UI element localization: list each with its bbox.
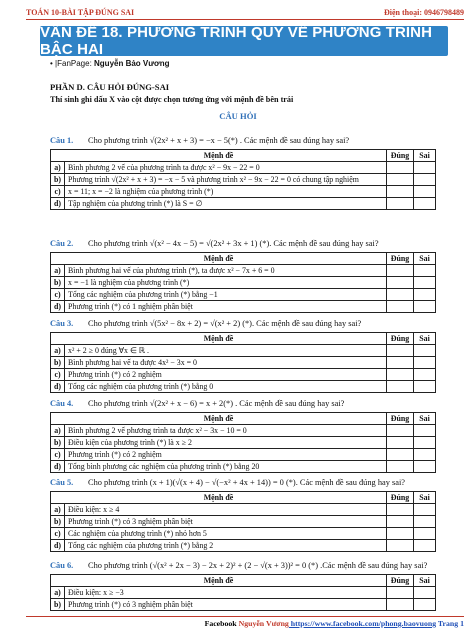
table-row <box>51 540 436 552</box>
table-header-row <box>51 413 436 425</box>
table-row <box>51 516 436 528</box>
question-block <box>50 316 436 393</box>
row-statement: Phương trình √(2x² + x + 3) = −x − 5 và phương trình x² − 9x − 22 = 0 có chung tập nghiệm <box>65 174 387 186</box>
question-number: Câu 3. <box>50 318 74 328</box>
table-row <box>51 277 436 289</box>
true-cell[interactable] <box>387 449 414 461</box>
false-cell[interactable] <box>414 437 436 449</box>
row-statement: Các nghiệm của phương trình (*) nhỏ hơn 5 <box>65 528 387 540</box>
true-cell[interactable] <box>387 437 414 449</box>
question-text: Cho phương trình (√(x² + 2x − 3) − 2x + 2)² + (2 − √(x + 3))² = 0 (*) .Các mệnh đề sau đúng hay sai? <box>88 560 428 570</box>
row-statement: x² + 2 ≥ 0 đúng ∀x ∈ ℝ . <box>65 345 387 357</box>
table-row <box>51 289 436 301</box>
table-row <box>51 504 436 516</box>
part-title: PHẦN D. CÂU HỎI ĐÚNG-SAI <box>50 82 170 92</box>
true-cell[interactable] <box>387 265 414 277</box>
row-key: d) <box>51 540 65 552</box>
false-cell[interactable] <box>414 540 436 552</box>
banner-title: VẤN ĐỀ 18. PHƯƠNG TRÌNH QUY VỀ PHƯƠNG TRÌNH BẬC HAI <box>40 24 433 58</box>
header-statement: Mệnh đề <box>51 492 387 504</box>
table-row <box>51 345 436 357</box>
false-cell[interactable] <box>414 381 436 393</box>
true-cell[interactable] <box>387 528 414 540</box>
row-statement: Bình phương hai vế ta được 4x² − 3x = 0 <box>65 357 387 369</box>
false-cell[interactable] <box>414 174 436 186</box>
row-statement: Điều kiện: x ≥ −3 <box>65 587 387 599</box>
statement-table <box>50 412 436 473</box>
table-header-row <box>51 333 436 345</box>
true-cell[interactable] <box>387 599 414 611</box>
false-cell[interactable] <box>414 162 436 174</box>
header-true: Đúng <box>387 333 414 345</box>
footer-link[interactable]: https://www.facebook.com/phong.baovuong <box>288 619 437 628</box>
table-row <box>51 162 436 174</box>
false-cell[interactable] <box>414 461 436 473</box>
fanpage-name: Nguyễn Bảo Vương <box>94 59 170 68</box>
table-row <box>51 369 436 381</box>
true-cell[interactable] <box>387 277 414 289</box>
question-number: Câu 2. <box>50 238 74 248</box>
false-cell[interactable] <box>414 528 436 540</box>
question-number: Câu 6. <box>50 560 74 570</box>
row-statement: Bình phương 2 vế phương trình ta được x² − 3x − 10 = 0 <box>65 425 387 437</box>
header-true: Đúng <box>387 492 414 504</box>
false-cell[interactable] <box>414 516 436 528</box>
row-statement: Tổng các nghiệm của phương trình (*) bằng 0 <box>65 381 387 393</box>
statement-table <box>50 149 436 210</box>
footer-facebook: Facebook <box>204 619 239 628</box>
question-line <box>50 396 436 410</box>
question-text: Cho phương trình √(2x² + x + 3) = −x − 5(*) . Các mệnh đề sau đúng hay sai? <box>88 135 350 145</box>
fanpage-label: • |FanPage: <box>50 59 95 68</box>
row-statement: Điều kiện của phương trình (*) là x ≥ 2 <box>65 437 387 449</box>
false-cell[interactable] <box>414 504 436 516</box>
table-row <box>51 174 436 186</box>
row-statement: Tổng bình phương các nghiệm của phương trình (*) bằng 20 <box>65 461 387 473</box>
question-number: Câu 4. <box>50 398 74 408</box>
table-row <box>51 449 436 461</box>
row-key: c) <box>51 449 65 461</box>
question-line <box>50 558 436 572</box>
table-row <box>51 425 436 437</box>
header-statement: Mệnh đề <box>51 575 387 587</box>
row-statement: Phương trình (*) có 1 nghiệm phân biệt <box>65 301 387 313</box>
false-cell[interactable] <box>414 369 436 381</box>
header-true: Đúng <box>387 575 414 587</box>
row-key: a) <box>51 265 65 277</box>
section-title: CÂU HỎI <box>219 111 257 121</box>
header-left: TOÁN 10-BÀI TẬP ĐÚNG SAI <box>26 8 135 17</box>
question-line <box>50 475 436 489</box>
question-text: Cho phương trình √(x² − 4x − 5) = √(2x² + 3x + 1) (*). Các mệnh đề sau đúng hay sai? <box>88 238 379 248</box>
question-text: Cho phương trình √(2x² + x − 6) = x + 2(*) . Các mệnh đề sau đúng hay sai? <box>88 398 345 408</box>
header-true: Đúng <box>387 253 414 265</box>
question-block <box>50 396 436 473</box>
question-block <box>50 475 436 552</box>
question-line <box>50 316 436 330</box>
table-row <box>51 357 436 369</box>
row-key: d) <box>51 301 65 313</box>
topic-banner <box>40 26 448 56</box>
true-cell[interactable] <box>387 186 414 198</box>
row-key: d) <box>51 198 65 210</box>
row-key: d) <box>51 461 65 473</box>
statement-table <box>50 332 436 393</box>
row-key: b) <box>51 437 65 449</box>
question-block <box>50 236 436 313</box>
row-key: a) <box>51 162 65 174</box>
question-number: Câu 5. <box>50 477 74 487</box>
header-false: Sai <box>414 413 436 425</box>
table-header-row <box>51 575 436 587</box>
row-key: b) <box>51 277 65 289</box>
table-row <box>51 301 436 313</box>
header-false: Sai <box>414 492 436 504</box>
instruction: Thí sinh ghi dấu X vào cột được chọn tương ứng với mệnh đề bên trái <box>50 95 294 104</box>
row-statement: Phương trình (*) có 2 nghiệm <box>65 369 387 381</box>
true-cell[interactable] <box>387 461 414 473</box>
question-block <box>50 133 436 210</box>
header-false: Sai <box>414 575 436 587</box>
row-key: c) <box>51 289 65 301</box>
table-row <box>51 265 436 277</box>
row-statement: Bình phương hai vế của phương trình (*), ta được x² − 7x + 6 = 0 <box>65 265 387 277</box>
row-key: c) <box>51 186 65 198</box>
row-key: b) <box>51 599 65 611</box>
header-false: Sai <box>414 333 436 345</box>
true-cell[interactable] <box>387 357 414 369</box>
true-cell[interactable] <box>387 516 414 528</box>
false-cell[interactable] <box>414 357 436 369</box>
false-cell[interactable] <box>414 186 436 198</box>
header-statement: Mệnh đề <box>51 253 387 265</box>
table-row <box>51 437 436 449</box>
row-key: a) <box>51 345 65 357</box>
page-footer <box>26 616 464 628</box>
table-row <box>51 198 436 210</box>
false-cell[interactable] <box>414 345 436 357</box>
header-false: Sai <box>414 150 436 162</box>
row-statement: Tổng các nghiệm của phương trình (*) bằng −1 <box>65 289 387 301</box>
row-key: d) <box>51 381 65 393</box>
row-key: a) <box>51 425 65 437</box>
row-key: c) <box>51 369 65 381</box>
table-header-row <box>51 150 436 162</box>
true-cell[interactable] <box>387 301 414 313</box>
table-row <box>51 599 436 611</box>
row-key: a) <box>51 587 65 599</box>
false-cell[interactable] <box>414 198 436 210</box>
row-statement: Tập nghiệm của phương trình (*) là S = ∅ <box>65 198 387 210</box>
table-header-row <box>51 253 436 265</box>
question-number: Câu 1. <box>50 135 74 145</box>
header-true: Đúng <box>387 150 414 162</box>
header-phone: Điện thoại: 0946798489 <box>384 8 464 17</box>
true-cell[interactable] <box>387 540 414 552</box>
false-cell[interactable] <box>414 301 436 313</box>
footer-author: Nguyễn Vương <box>238 619 289 628</box>
row-statement: Phương trình (*) có 2 nghiệm <box>65 449 387 461</box>
header-statement: Mệnh đề <box>51 150 387 162</box>
row-statement: Điều kiện: x ≥ 4 <box>65 504 387 516</box>
true-cell[interactable] <box>387 174 414 186</box>
question-line <box>50 133 436 147</box>
table-row <box>51 186 436 198</box>
row-key: b) <box>51 516 65 528</box>
row-statement: Tổng các nghiệm của phương trình (*) bằng 2 <box>65 540 387 552</box>
table-row <box>51 528 436 540</box>
true-cell[interactable] <box>387 587 414 599</box>
header-statement: Mệnh đề <box>51 333 387 345</box>
true-cell[interactable] <box>387 504 414 516</box>
false-cell[interactable] <box>414 599 436 611</box>
false-cell[interactable] <box>414 449 436 461</box>
table-row <box>51 461 436 473</box>
question-text: Cho phương trình (x + 1)(√(x + 4) − √(−x² + 4x + 14)) = 0 (*). Các mệnh đề sau đúng hay sai? <box>88 477 406 487</box>
true-cell[interactable] <box>387 289 414 301</box>
row-statement: Phương trình (*) có 3 nghiệm phân biệt <box>65 516 387 528</box>
false-cell[interactable] <box>414 425 436 437</box>
row-statement: Phương trình (*) có 3 nghiệm phân biệt <box>65 599 387 611</box>
true-cell[interactable] <box>387 198 414 210</box>
fanpage-line <box>50 59 170 68</box>
statement-table <box>50 491 436 552</box>
true-cell[interactable] <box>387 381 414 393</box>
false-cell[interactable] <box>414 289 436 301</box>
question-line <box>50 236 436 250</box>
true-cell[interactable] <box>387 162 414 174</box>
false-cell[interactable] <box>414 265 436 277</box>
row-key: c) <box>51 528 65 540</box>
row-statement: Bình phương 2 vế của phương trình ta được x² − 9x − 22 = 0 <box>65 162 387 174</box>
question-text: Cho phương trình √(5x² − 8x + 2) = √(x² + 2) (*). Các mệnh đề sau đúng hay sai? <box>88 318 362 328</box>
true-cell[interactable] <box>387 369 414 381</box>
question-block <box>50 558 436 611</box>
header-true: Đúng <box>387 413 414 425</box>
row-key: a) <box>51 504 65 516</box>
table-header-row <box>51 492 436 504</box>
statement-table <box>50 252 436 313</box>
row-key: b) <box>51 174 65 186</box>
footer-page: Trang 1 <box>436 619 464 628</box>
header-statement: Mệnh đề <box>51 413 387 425</box>
row-statement: x = −1 là nghiệm của phương trình (*) <box>65 277 387 289</box>
false-cell[interactable] <box>414 277 436 289</box>
statement-table <box>50 574 436 611</box>
row-key: b) <box>51 357 65 369</box>
row-statement: x = 11; x = −2 là nghiệm của phương trình (*) <box>65 186 387 198</box>
false-cell[interactable] <box>414 587 436 599</box>
table-row <box>51 381 436 393</box>
true-cell[interactable] <box>387 425 414 437</box>
page-header <box>26 6 464 20</box>
table-row <box>51 587 436 599</box>
header-false: Sai <box>414 253 436 265</box>
true-cell[interactable] <box>387 345 414 357</box>
